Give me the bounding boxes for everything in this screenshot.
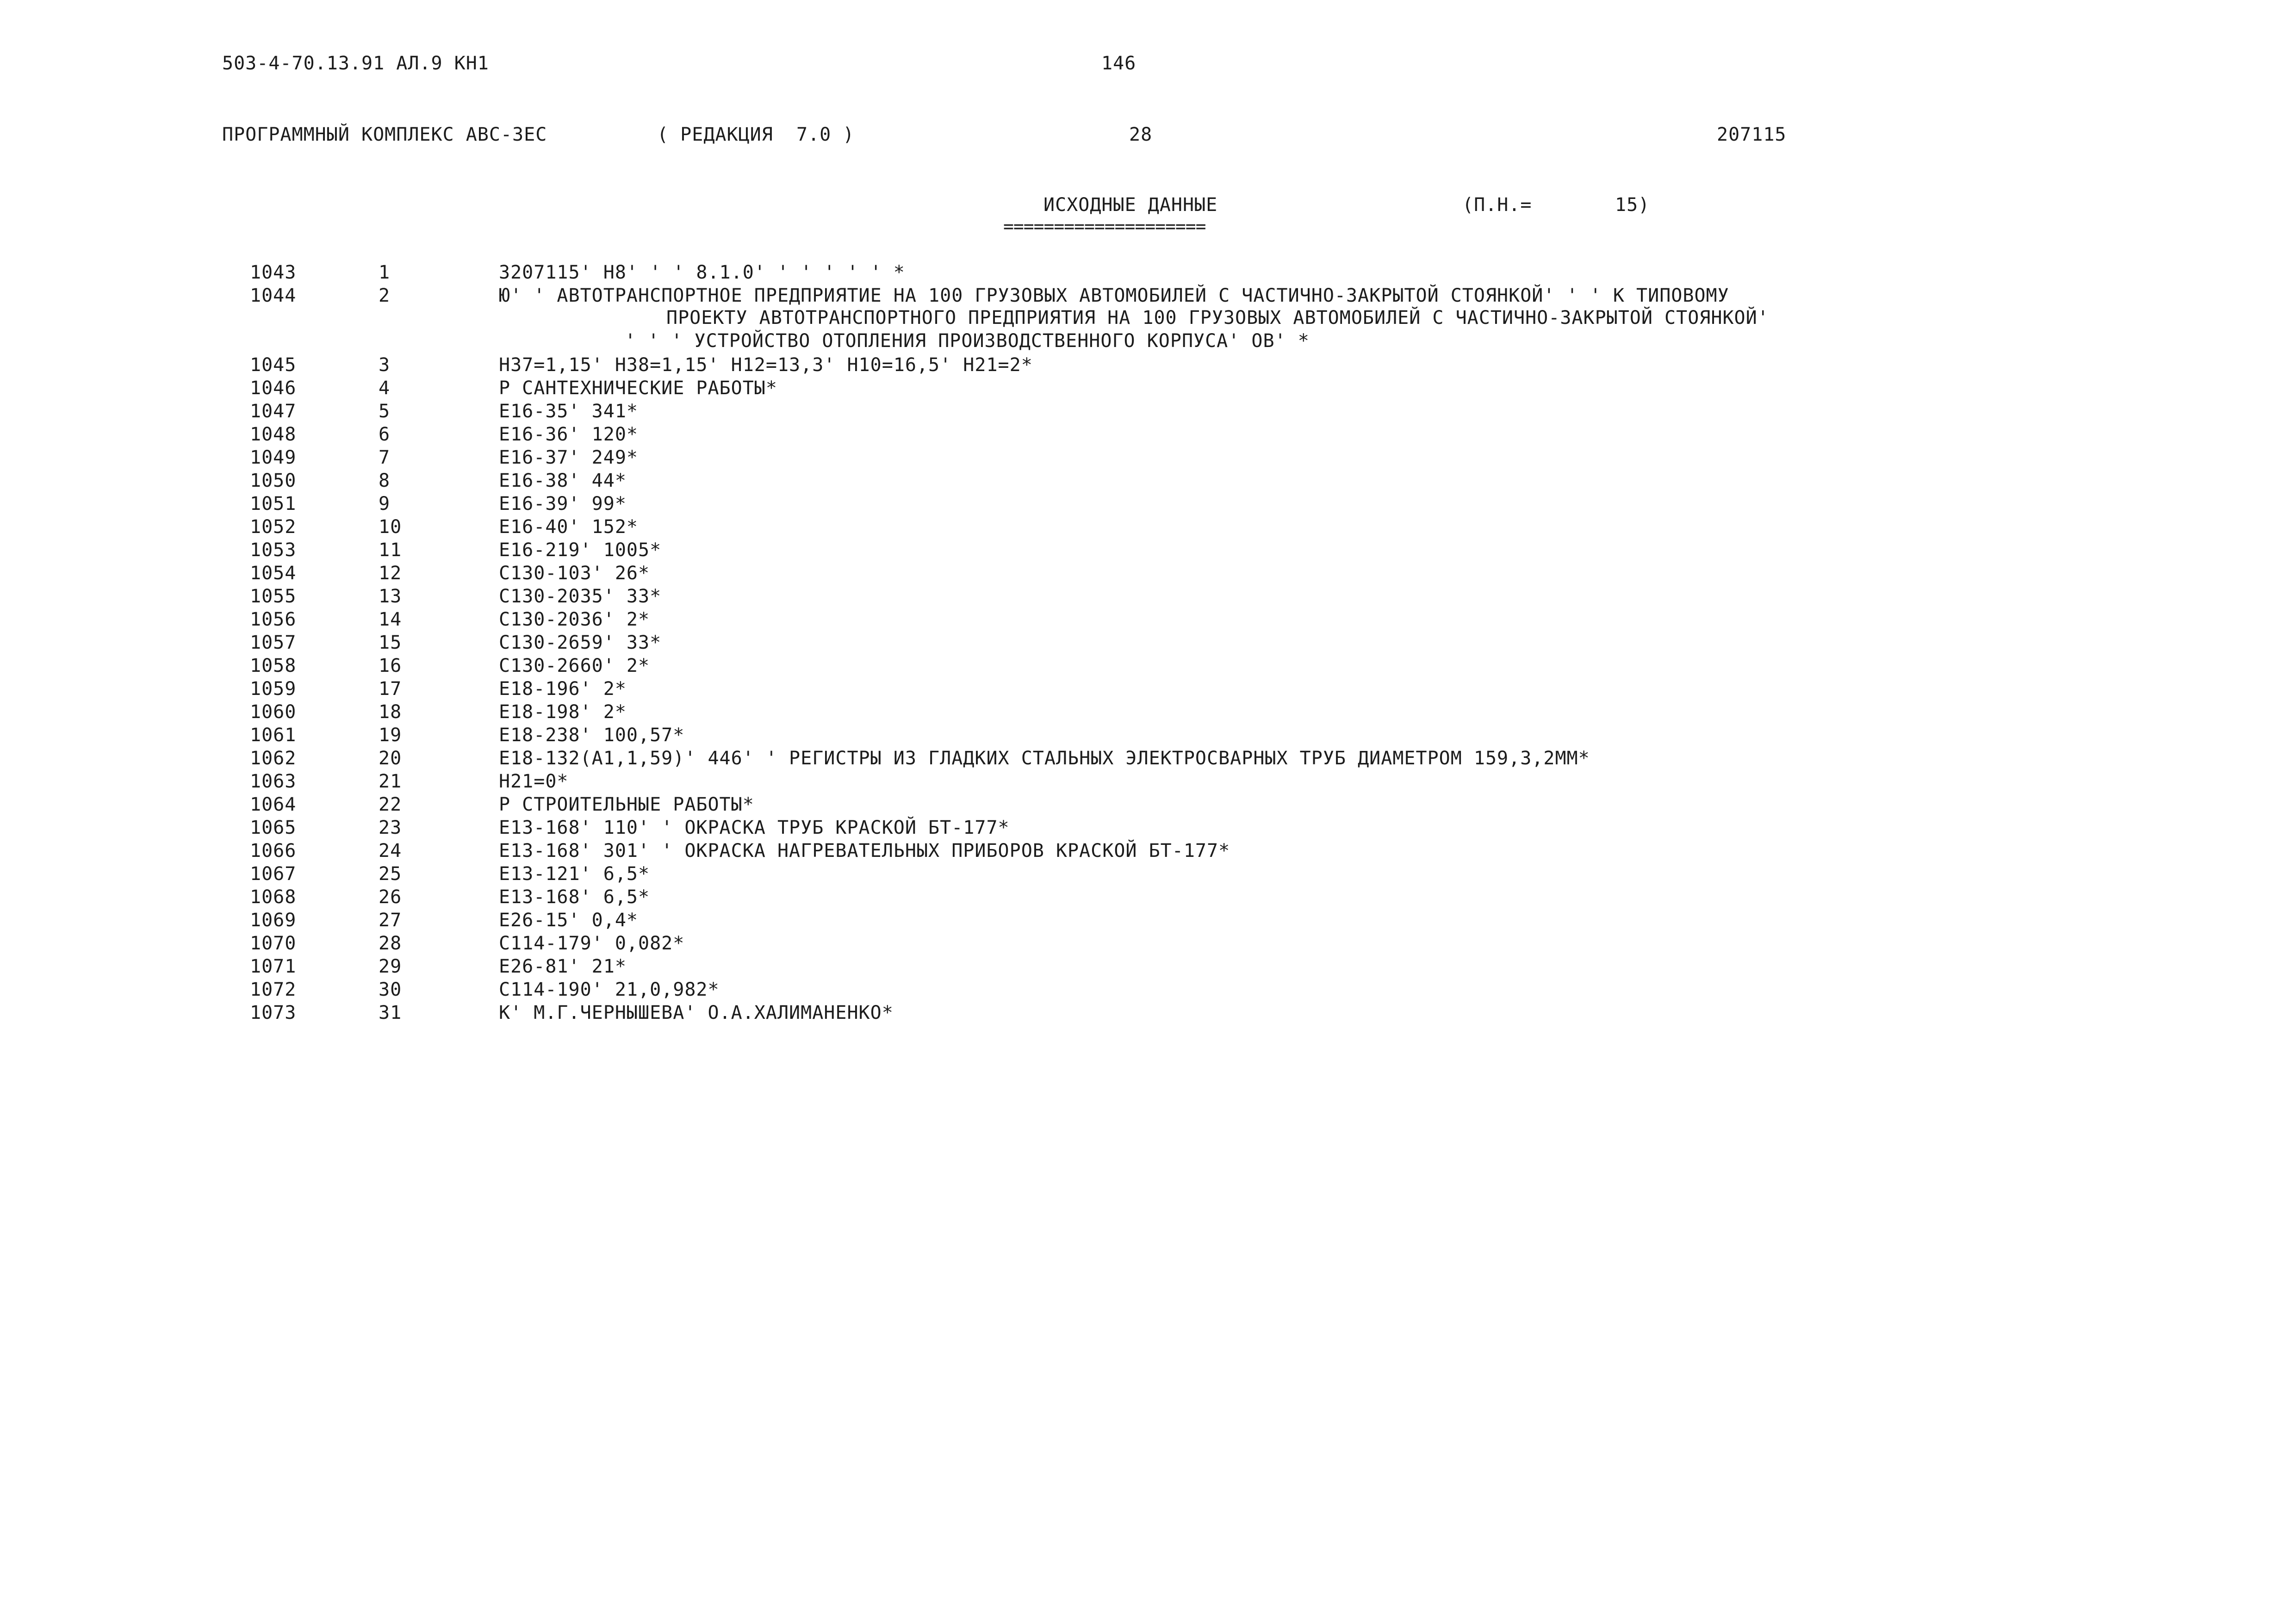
row-2-continuation-1: ПРОЕКТУ АВТОТРАНСПОРТНОГО ПРЕДПРИЯТИЯ НА 100 ГРУЗОВЫХ АВТОМОБИЛЕЙ С ЧАСТИЧНО-ЗАКРЫТОЙ СТОЯНКОЙ' [666, 307, 1769, 329]
entry-text: К' М.Г.ЧЕРНЫШЕВА' О.А.ХАЛИМАНЕНКО* [499, 1002, 894, 1023]
sequence-number: 9 [379, 493, 391, 514]
line-number: 1045 [250, 354, 297, 376]
sequence-number: 16 [379, 655, 402, 676]
entry-text: Е13-168' 110' ' ОКРАСКА ТРУБ КРАСКОЙ БТ-177* [499, 817, 1010, 838]
table-row [0, 423, 2273, 446]
line-number: 1048 [250, 424, 297, 445]
entry-text: Е13-121' 6,5* [499, 863, 650, 885]
table-row [0, 677, 2273, 700]
line-number: 1065 [250, 817, 297, 838]
entry-text: С130-103' 26* [499, 563, 650, 584]
line-number: 1058 [250, 655, 297, 676]
entry-text: С114-179' 0,082* [499, 933, 685, 954]
table-row [0, 539, 2273, 562]
line-number: 1073 [250, 1002, 297, 1023]
sequence-number: 25 [379, 863, 402, 885]
sequence-number: 5 [379, 401, 391, 422]
table-row [0, 862, 2273, 886]
sequence-number: 29 [379, 956, 402, 977]
sequence-number: 12 [379, 563, 402, 584]
sheet-number: 28 [1129, 124, 1153, 145]
pn-label: (П.Н.= [1462, 194, 1532, 216]
table-row [0, 724, 2273, 747]
sequence-number: 15 [379, 632, 402, 653]
document-code: 503-4-70.13.91 АЛ.9 КН1 [222, 53, 489, 74]
line-number: 1063 [250, 771, 297, 792]
line-number: 1054 [250, 563, 297, 584]
sequence-number: 28 [379, 933, 402, 954]
table-row [0, 492, 2273, 515]
entry-text: С130-2036' 2* [499, 609, 650, 630]
table-row [0, 353, 2273, 377]
table-row [0, 608, 2273, 631]
entry-text: Е18-198' 2* [499, 701, 627, 723]
line-number: 1052 [250, 516, 297, 538]
sequence-number: 14 [379, 609, 402, 630]
object-code: 207115 [1717, 124, 1787, 145]
line-number: 1050 [250, 470, 297, 491]
table-row [0, 585, 2273, 608]
line-number: 1051 [250, 493, 297, 514]
sequence-number: 10 [379, 516, 402, 538]
line-number: 1072 [250, 979, 297, 1000]
sequence-number: 18 [379, 701, 402, 723]
line-number: 1057 [250, 632, 297, 653]
entry-text: С130-2035' 33* [499, 586, 662, 607]
table-row [0, 1001, 2273, 1024]
entry-text: 3207115' Н8' ' ' 8.1.0' ' ' ' ' ' * [499, 262, 905, 283]
entry-text: Е18-196' 2* [499, 678, 627, 700]
line-number: 1067 [250, 863, 297, 885]
entry-text: Е16-39' 99* [499, 493, 627, 514]
table-row [0, 747, 2273, 770]
sequence-number: 17 [379, 678, 402, 700]
row-2-continuation-2: ' ' ' УСТРОЙСТВО ОТОПЛЕНИЯ ПРОИЗВОДСТВЕННОГО КОРПУСА' ОВ' * [625, 330, 1310, 352]
line-number: 1044 [250, 285, 297, 306]
entry-text: Е18-132(А1,1,59)' 446' ' РЕГИСТРЫ ИЗ ГЛАДКИХ СТАЛЬНЫХ ЭЛЕКТРОСВАРНЫХ ТРУБ ДИАМЕТРОМ 159,3,2ММ* [499, 748, 1590, 769]
sequence-number: 27 [379, 910, 402, 931]
line-number: 1056 [250, 609, 297, 630]
line-number: 1064 [250, 794, 297, 815]
entry-text: Е18-238' 100,57* [499, 725, 685, 746]
sequence-number: 6 [379, 424, 391, 445]
table-row [0, 377, 2273, 400]
section-title: ИСХОДНЫЕ ДАННЫЕ [1043, 194, 1218, 216]
sequence-number: 11 [379, 539, 402, 561]
sequence-number: 4 [379, 378, 391, 399]
table-row [0, 932, 2273, 955]
sequence-number: 26 [379, 886, 402, 908]
sequence-number: 2 [379, 285, 391, 306]
sequence-number: 1 [379, 262, 391, 283]
entry-text: Е13-168' 6,5* [499, 886, 650, 908]
line-number: 1069 [250, 910, 297, 931]
entry-text: С130-2660' 2* [499, 655, 650, 676]
line-number: 1066 [250, 840, 297, 862]
entry-text: Н37=1,15' Н38=1,15' Н12=13,3' Н10=16,5' Н21=2* [499, 354, 1033, 376]
entry-text: Е16-219' 1005* [499, 539, 662, 561]
table-row [0, 469, 2273, 492]
sequence-number: 13 [379, 586, 402, 607]
table-row [0, 770, 2273, 793]
entry-text: Р СТРОИТЕЛЬНЫЕ РАБОТЫ* [499, 794, 754, 815]
table-row [0, 631, 2273, 654]
sequence-number: 19 [379, 725, 402, 746]
program-edition: ( РЕДАКЦИЯ 7.0 ) [657, 124, 855, 145]
entry-text: Е13-168' 301' ' ОКРАСКА НАГРЕВАТЕЛЬНЫХ ПРИБОРОВ КРАСКОЙ БТ-177* [499, 840, 1230, 862]
sequence-number: 30 [379, 979, 402, 1000]
table-row [0, 446, 2273, 469]
entry-text: Е16-35' 341* [499, 401, 638, 422]
sequence-number: 22 [379, 794, 402, 815]
table-row [0, 261, 2273, 284]
entry-text: Н21=0* [499, 771, 569, 792]
entry-text: Е16-40' 152* [499, 516, 638, 538]
entry-text: Е16-36' 120* [499, 424, 638, 445]
entry-text: Е16-38' 44* [499, 470, 627, 491]
sequence-number: 24 [379, 840, 402, 862]
line-number: 1070 [250, 933, 297, 954]
line-number: 1049 [250, 447, 297, 468]
table-row [0, 654, 2273, 677]
sequence-number: 21 [379, 771, 402, 792]
line-number: 1047 [250, 401, 297, 422]
sequence-number: 3 [379, 354, 391, 376]
table-row [0, 816, 2273, 839]
table-row [0, 909, 2273, 932]
table-row [0, 700, 2273, 724]
line-number: 1071 [250, 956, 297, 977]
sequence-number: 7 [379, 447, 391, 468]
line-number: 1053 [250, 539, 297, 561]
sequence-number: 8 [379, 470, 391, 491]
entry-text: Е26-15' 0,4* [499, 910, 638, 931]
sequence-number: 20 [379, 748, 402, 769]
line-number: 1062 [250, 748, 297, 769]
table-row [0, 515, 2273, 539]
line-number: 1060 [250, 701, 297, 723]
table-row [0, 886, 2273, 909]
entry-text: Р САНТЕХНИЧЕСКИЕ РАБОТЫ* [499, 378, 777, 399]
entry-text: Е16-37' 249* [499, 447, 638, 468]
line-number: 1055 [250, 586, 297, 607]
page-number: 146 [1101, 53, 1136, 74]
section-title-underline: ==================== [1003, 216, 1206, 236]
table-row [0, 955, 2273, 978]
line-number: 1068 [250, 886, 297, 908]
table-row [0, 839, 2273, 862]
sequence-number: 31 [379, 1002, 402, 1023]
line-number: 1059 [250, 678, 297, 700]
sequence-number: 23 [379, 817, 402, 838]
table-row [0, 793, 2273, 816]
line-number: 1043 [250, 262, 297, 283]
table-row [0, 562, 2273, 585]
entry-text: Ю' ' АВТОТРАНСПОРТНОЕ ПРЕДПРИЯТИЕ НА 100 ГРУЗОВЫХ АВТОМОБИЛЕЙ С ЧАСТИЧНО-ЗАКРЫТОЙ СТОЯНКОЙ' ' ' К ТИПОВОМУ [499, 285, 1729, 306]
entry-text: С114-190' 21,0,982* [499, 979, 720, 1000]
line-number: 1046 [250, 378, 297, 399]
entry-text: С130-2659' 33* [499, 632, 662, 653]
table-row [0, 978, 2273, 1001]
table-row [0, 400, 2273, 423]
line-number: 1061 [250, 725, 297, 746]
pn-value: 15) [1615, 194, 1650, 216]
entry-text: Е26-81' 21* [499, 956, 627, 977]
table-row [0, 284, 2273, 307]
program-name: ПРОГРАММНЫЙ КОМПЛЕКС АВС-3ЕС [222, 124, 547, 145]
